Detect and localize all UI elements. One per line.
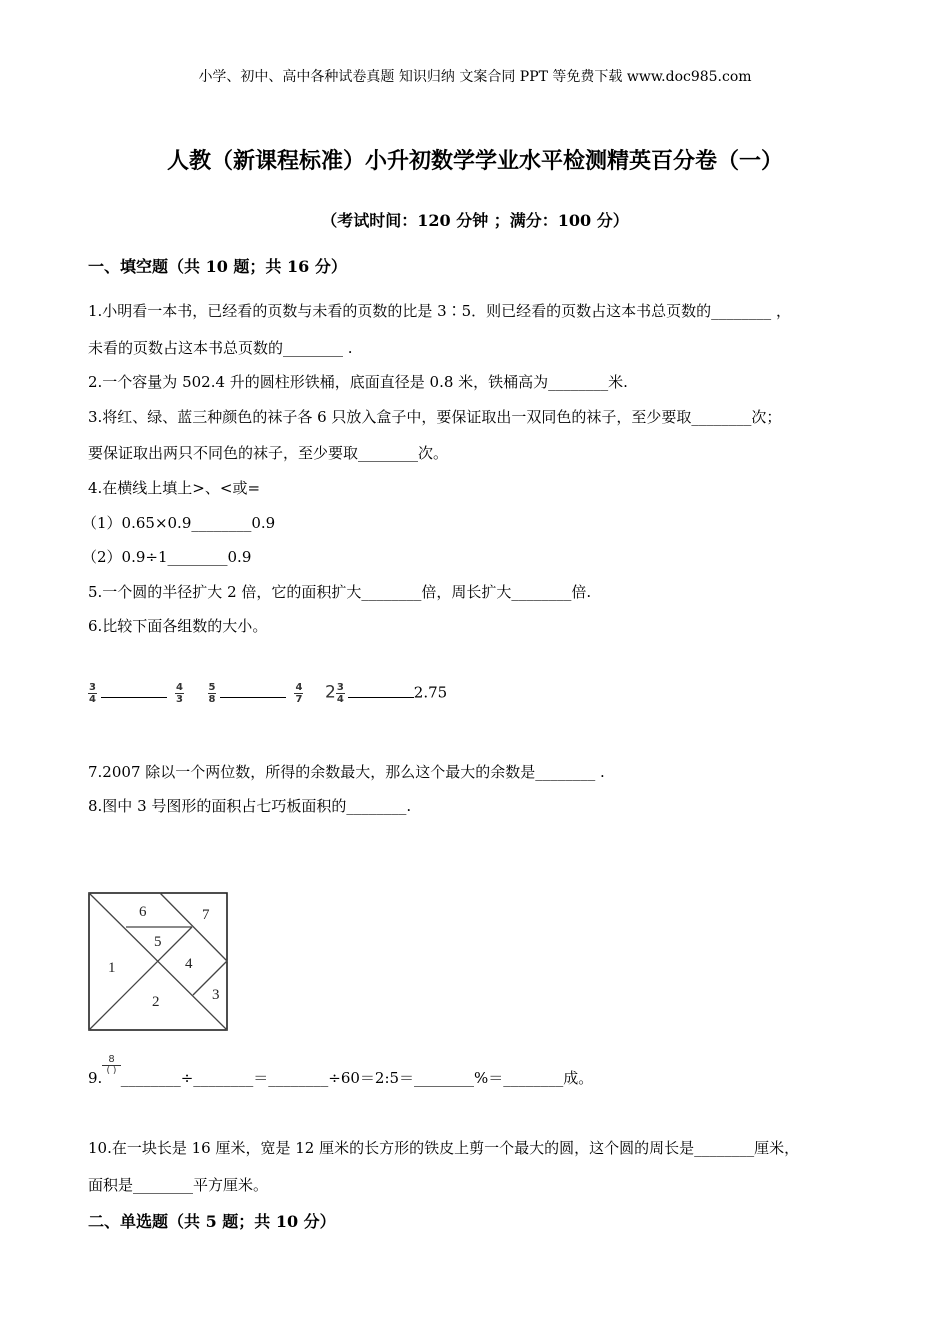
fraction: $\frac{3}{4}$ <box>89 682 96 705</box>
question-3: 3.将红、绿、蓝三种颜色的袜子各 6 只放入盒子中，要保证取出一双同色的袜子，至少要取________次； <box>88 408 782 426</box>
answer-blank <box>220 683 286 698</box>
question-4-part2: （2）0.9÷1________0.9 <box>82 548 252 566</box>
decimal-value: 2.75 <box>413 683 448 702</box>
section-heading-fill: 一、填空题（共 10 题；共 16 分） <box>88 257 347 276</box>
fraction: $\frac{3}{4}$ <box>336 682 344 705</box>
question-10-cont: 面积是________平方厘米。 <box>88 1176 269 1194</box>
tangram-label: 1 <box>108 960 116 976</box>
question-3-cont: 要保证取出两只不同色的袜子，至少要取________次。 <box>88 444 449 462</box>
site-header: 小学、初中、高中各种试卷真题 知识归纳 文案合同 PPT 等免费下载 www.doc985.com <box>198 69 752 85</box>
question-2: 2.一个容量为 502.4 升的圆柱形铁桶，底面直径是 0.8 米，铁桶高为________米. <box>88 373 628 391</box>
question-7: 7.2007 除以一个两位数，所得的余数最大，那么这个最大的余数是________ . <box>88 763 605 781</box>
question-9 <box>88 1054 593 1088</box>
fraction: $\frac{4}{7}$ <box>295 682 303 705</box>
answer-blank <box>348 683 414 698</box>
question-8: 8.图中 3 号图形的面积占七巧板面积的________. <box>88 797 412 815</box>
tangram-figure <box>88 892 230 1034</box>
question-6-comparisons <box>88 682 447 705</box>
tangram-label: 3 <box>212 987 220 1003</box>
tangram-label: 5 <box>154 934 162 950</box>
exam-info: （考试时间：120 分钟 ；满分：100 分） <box>321 211 629 230</box>
tangram-label: 2 <box>152 994 160 1010</box>
question-5: 5.一个圆的半径扩大 2 倍，它的面积扩大________倍，周长扩大________倍. <box>88 583 592 601</box>
question-4-part1: （1）0.65×0.9________0.9 <box>82 514 276 532</box>
fraction: $\frac{5}{8}$ <box>208 682 216 705</box>
tangram-label: 7 <box>202 907 210 923</box>
fraction: $\frac{4}{3}$ <box>175 682 183 705</box>
fraction: $\frac{8}{( )}$ <box>102 1054 120 1077</box>
section-heading-choice: 二、单选题（共 5 题；共 10 分） <box>88 1212 336 1231</box>
question-number: 9. <box>88 1069 103 1087</box>
question-4: 4.在横线上填上>、<或= <box>88 479 261 497</box>
whole-number: 2 <box>325 682 336 703</box>
question-9-text: ________÷________＝________÷60＝2:5＝________%＝________成。 <box>120 1069 594 1087</box>
question-6: 6.比较下面各组数的大小。 <box>88 617 268 635</box>
answer-blank <box>101 683 167 698</box>
tangram-label: 6 <box>139 904 147 920</box>
page-title: 人教（新课程标准）小升初数学学业水平检测精英百分卷（一） <box>166 148 783 174</box>
question-1-cont: 未看的页数占这本书总页数的________ . <box>88 339 353 357</box>
tangram-label: 4 <box>185 956 193 972</box>
question-10: 10.在一块长是 16 厘米，宽是 12 厘米的长方形的铁皮上剪一个最大的圆，这个圆的周长是________厘米， <box>88 1139 800 1157</box>
question-1: 1.小明看一本书，已经看的页数与未看的页数的比是 3∶5．则已经看的页数占这本书总页数的________ ， <box>88 302 791 320</box>
